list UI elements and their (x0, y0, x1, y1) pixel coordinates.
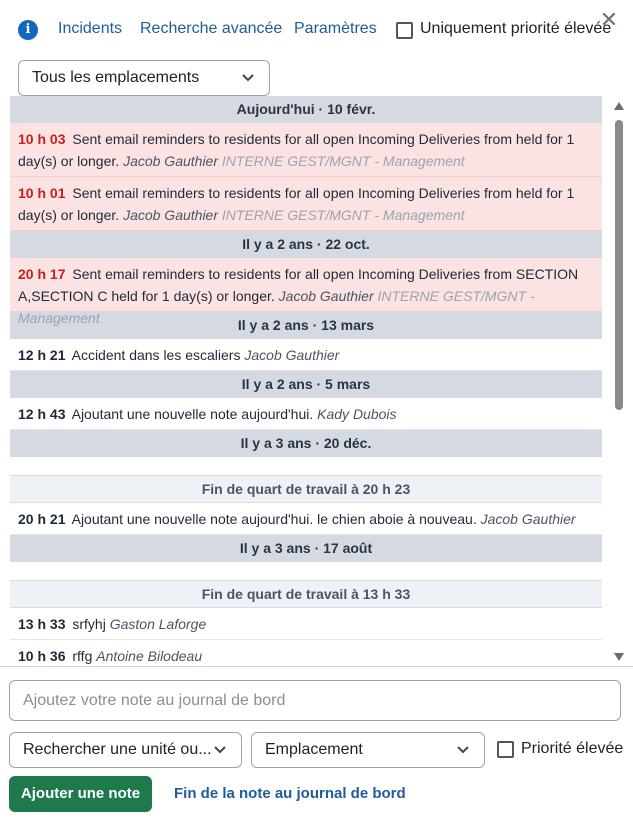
nav-incidents-link[interactable]: Incidents (58, 20, 123, 37)
date-header: Aujourd'hui · 10 févr. (10, 96, 602, 123)
entry-location: INTERNE GEST/MGNT - Management (221, 153, 465, 169)
entry-author: Jacob Gauthier (480, 511, 576, 527)
log-entry[interactable] (10, 339, 602, 371)
divider (0, 666, 633, 667)
high-priority-only-label[interactable]: Uniquement priorité élevée (420, 20, 612, 37)
entry-time: 12 h 43 (18, 406, 66, 422)
entry-text: Sent email reminders to residents for all open Incoming Deliveries from SECTION A,SECTION C held for 1 day(s) or longer. (18, 266, 579, 304)
date-header: Il y a 3 ans · 17 août (10, 535, 602, 562)
log-scrollbar[interactable] (612, 100, 626, 666)
chevron-down-icon (241, 73, 255, 83)
date-header: Il y a 3 ans · 20 déc. (10, 430, 602, 457)
entry-text: Sent email reminders to residents for all open Incoming Deliveries from held for 1 day(s) or longer. (18, 131, 575, 169)
entry-text: srfyhj (72, 616, 106, 632)
close-icon[interactable]: ✕ (599, 7, 619, 32)
log-entry[interactable] (10, 608, 602, 640)
spacer (10, 457, 602, 476)
nav-settings-link[interactable]: Paramètres (294, 20, 377, 37)
high-priority-checkbox[interactable] (497, 741, 514, 758)
entry-text: Ajoutant une nouvelle note aujourd'hui. (71, 406, 314, 422)
high-priority-only-checkbox[interactable] (396, 22, 413, 39)
entry-author: Jacob Gauthier (123, 207, 219, 223)
high-priority-label[interactable]: Priorité élevée (521, 740, 624, 757)
date-header: Il y a 2 ans · 13 mars (10, 312, 602, 339)
end-log-note-link[interactable]: Fin de la note au journal de bord (174, 785, 406, 802)
scroll-up-icon[interactable] (614, 102, 624, 110)
unit-search-select[interactable] (9, 732, 242, 768)
log-entry[interactable] (10, 398, 602, 430)
date-header: Il y a 2 ans · 22 oct. (10, 231, 602, 258)
location-select[interactable] (251, 732, 485, 768)
entry-time: 10 h 03 (18, 131, 66, 147)
shift-end-header: Fin de quart de travail à 13 h 33 (10, 581, 602, 608)
entry-location: INTERNE GEST/MGNT - Management (221, 207, 465, 223)
log-entry[interactable] (10, 503, 602, 535)
date-header: Il y a 2 ans · 5 mars (10, 371, 602, 398)
add-note-button[interactable]: Ajouter une note (9, 776, 152, 812)
location-select-placeholder: Emplacement (265, 741, 363, 758)
top-bar (0, 0, 633, 58)
log-entry[interactable] (10, 123, 602, 177)
entry-author: Jacob Gauthier (244, 347, 340, 363)
scroll-thumb[interactable] (615, 120, 623, 410)
location-filter-select[interactable] (18, 60, 270, 96)
entry-author: Jacob Gauthier (123, 153, 219, 169)
log-entry[interactable] (10, 640, 602, 666)
log-list[interactable] (10, 96, 602, 666)
log-entry[interactable] (10, 177, 602, 231)
location-filter-value: Tous les emplacements (32, 69, 200, 86)
entry-time: 20 h 21 (18, 511, 66, 527)
entry-text: Sent email reminders to residents for all open Incoming Deliveries from held for 1 day(s) or longer. (18, 185, 575, 223)
entry-time: 20 h 17 (18, 266, 66, 282)
entry-location: INTERNE GEST/MGNT - Management (18, 288, 535, 326)
note-input[interactable] (9, 680, 621, 721)
scroll-down-icon[interactable] (614, 653, 624, 661)
entry-author: Gaston Laforge (109, 616, 207, 632)
chevron-down-icon (213, 745, 227, 755)
entry-time: 10 h 36 (18, 648, 66, 664)
entry-time: 10 h 01 (18, 185, 66, 201)
entry-time: 12 h 21 (18, 347, 66, 363)
entry-text: Ajoutant une nouvelle note aujourd'hui. le chien aboie à nouveau. (71, 511, 477, 527)
info-icon[interactable]: i (18, 20, 38, 40)
entry-author: Kady Dubois (317, 406, 397, 422)
shift-end-header: Fin de quart de travail à 20 h 23 (10, 476, 602, 503)
unit-search-placeholder: Rechercher une unité ou... (23, 741, 212, 758)
spacer (10, 562, 602, 581)
nav-advanced-search-link[interactable]: Recherche avancée (140, 20, 283, 37)
entry-text: Accident dans les escaliers (71, 347, 241, 363)
entry-author: Antoine Bilodeau (96, 648, 203, 664)
chevron-down-icon (456, 745, 470, 755)
entry-time: 13 h 33 (18, 616, 66, 632)
entry-text: rffg (72, 648, 93, 664)
entry-author: Jacob Gauthier (278, 288, 374, 304)
